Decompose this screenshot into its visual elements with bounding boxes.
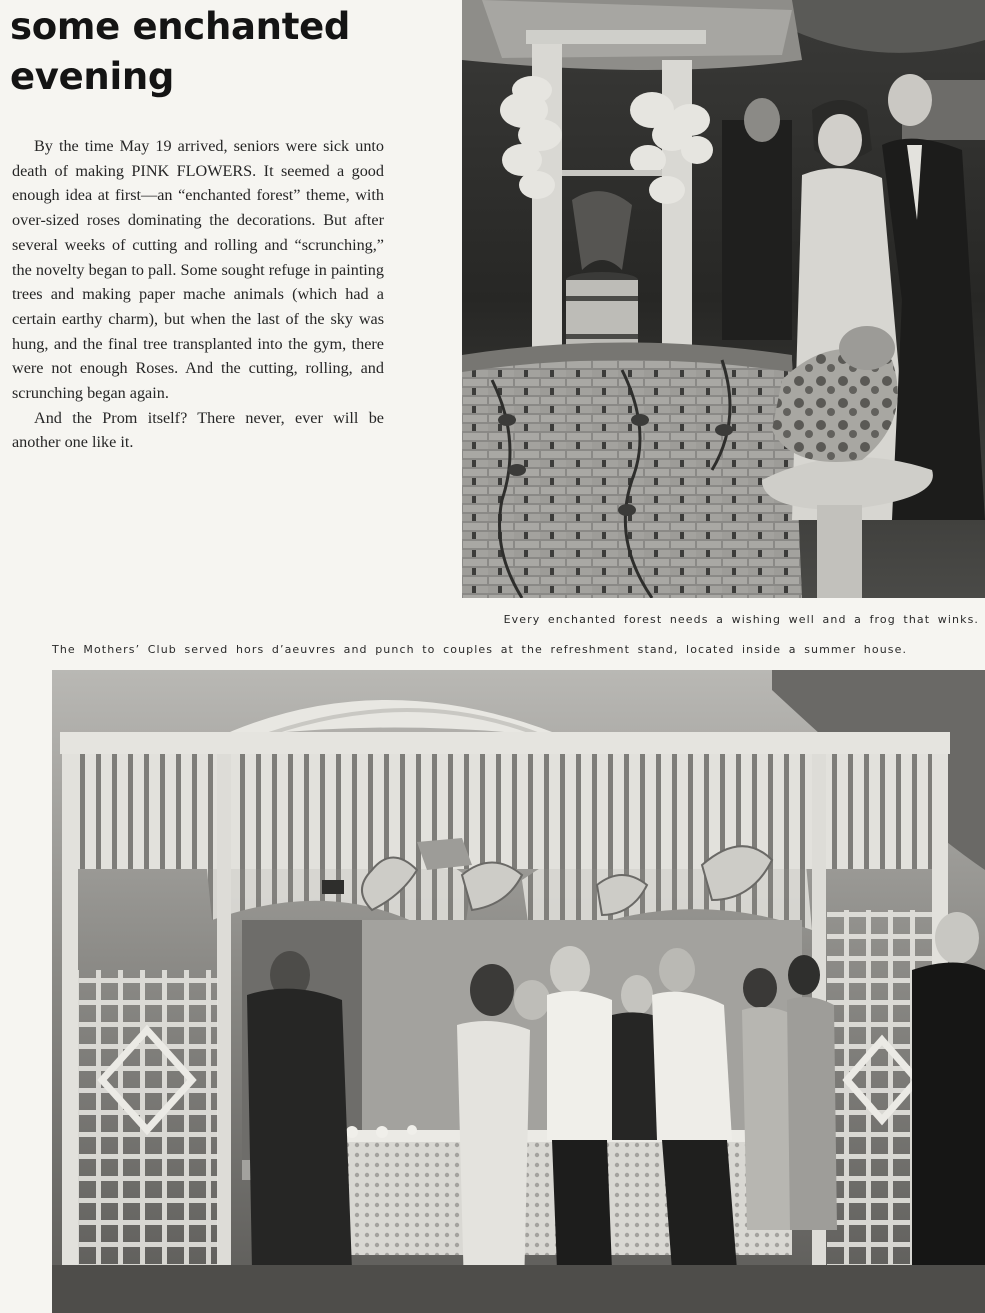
summer-house-illustration — [52, 670, 985, 1313]
wishing-well-photo — [462, 0, 985, 598]
article-paragraph-1: By the time May 19 arrived, seniors were sick unto death of making PINK FLOWERS. It seemed a good enough idea at first—an “enchanted forest” theme, with over-sized roses dominating the decorations. But after several weeks of cutting and rolling and “scrunching,” the novelty began to pall. Some sought refuge in painting trees and making paper mache animals (which had a certain earthy charm), but when the last of the sky was hung, and the final tree transplanted into the gym, there were not enough Roses. And the cutting, rolling, and scrunching began again. — [12, 137, 384, 403]
article-title — [10, 2, 450, 102]
refreshment-stand-photo — [52, 670, 985, 1313]
title-line-1: some enchanted — [10, 5, 351, 48]
wishing-well-caption: Every enchanted forest needs a wishing well and a frog that winks. — [503, 613, 979, 626]
article-body — [12, 134, 384, 455]
refreshment-stand-caption: The Mothers’ Club served hors d’aeuvres and punch to couples at the refreshment stand, located inside a summer house. — [52, 643, 908, 656]
wishing-well-illustration — [462, 0, 985, 598]
title-line-2: evening — [10, 55, 175, 98]
article-paragraph-2: And the Prom itself? There never, ever will be another one like it. — [12, 408, 384, 452]
